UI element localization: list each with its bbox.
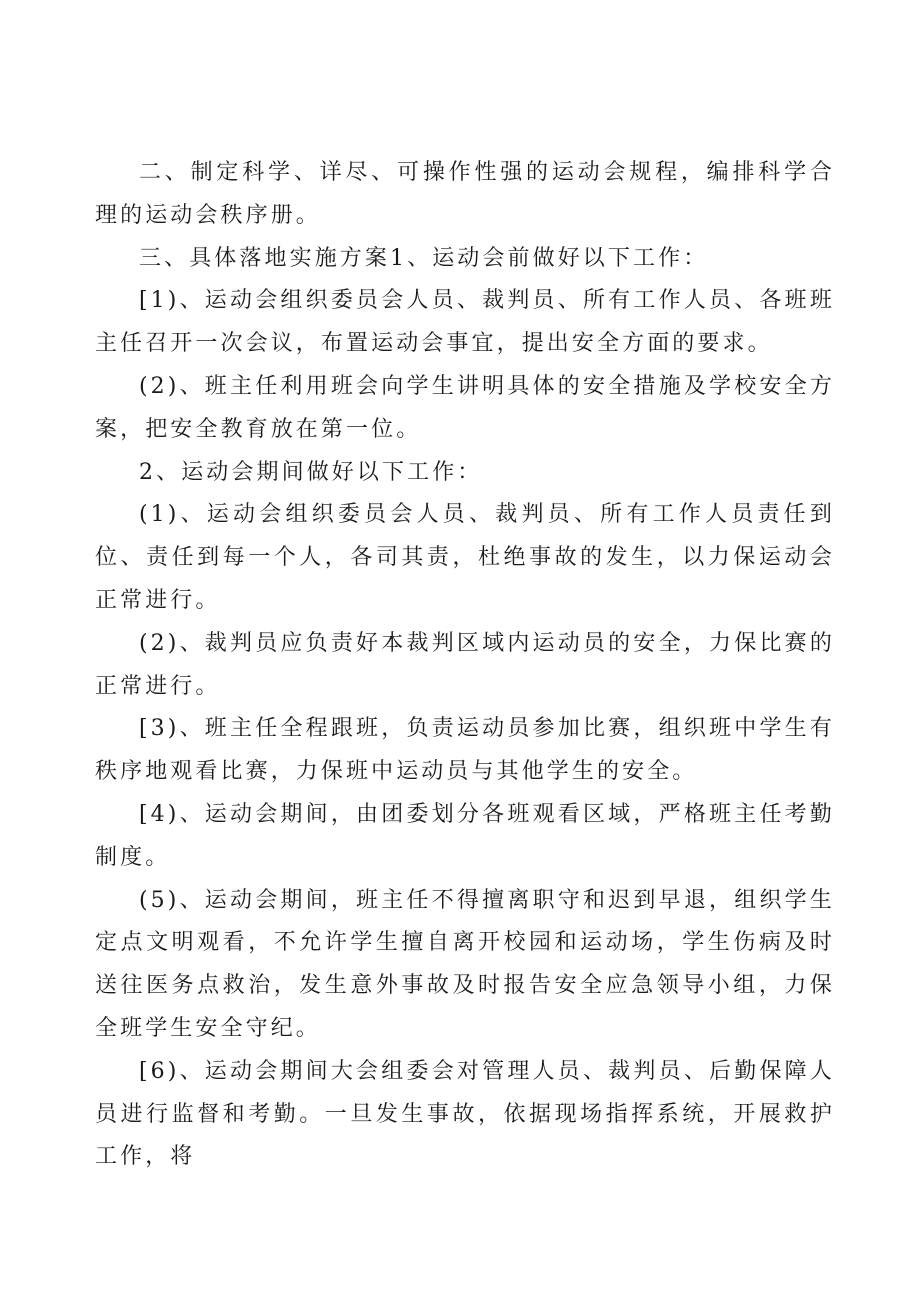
paragraph-during-item-3: [3)、班主任全程跟班，负责运动员参加比赛，组织班中学生有秩序地观看比赛，力保班中运动员与其他学生的安全。: [95, 716, 835, 785]
paragraph-during-item-4: [4)、运动会期间，由团委划分各班观看区域，严格班主任考勤制度。: [95, 801, 835, 870]
paragraph-pre-item-2: (2)、班主任利用班会向学生讲明具体的安全措施及学校安全方案，把安全教育放在第一位。: [95, 373, 835, 442]
paragraph-during-item-1: (1)、运动会组织委员会人员、裁判员、所有工作人员责任到位、责任到每一个人，各司其责，杜绝事故的发生，以力保运动会正常进行。: [95, 502, 835, 613]
paragraph-during-item-2: (2)、裁判员应负责好本裁判区域内运动员的安全，力保比赛的正常进行。: [95, 630, 835, 699]
paragraph-during-item-5: (5)、运动会期间，班主任不得擅离职守和迟到早退，组织学生定点文明观看，不允许学生擅自离开校园和运动场，学生伤病及时送往医务点救治，发生意外事故及时报告安全应急领导小组，力保全班学生安全守纪。: [95, 887, 835, 1041]
document-body: [95, 152, 835, 1179]
paragraph-during-item-6: [6)、运动会期间大会组委会对管理人员、裁判员、后勤保障人员进行监督和考勤。一旦发生事故，依据现场指挥系统，开展救护工作，将: [95, 1058, 835, 1170]
paragraph-section-3: 三、具体落地实施方案1、运动会前做好以下工作：: [139, 245, 709, 271]
paragraph-pre-item-1: [1)、运动会组织委员会人员、裁判员、所有工作人员、各班班主任召开一次会议，布置运动会事宜，提出安全方面的要求。: [95, 288, 835, 357]
paragraph-during-heading: 2、运动会期间做好以下工作：: [139, 459, 483, 485]
paragraph-section-2: 二、制定科学、详尽、可操作性强的运动会规程，编排科学合理的运动会秩序册。: [95, 160, 835, 228]
